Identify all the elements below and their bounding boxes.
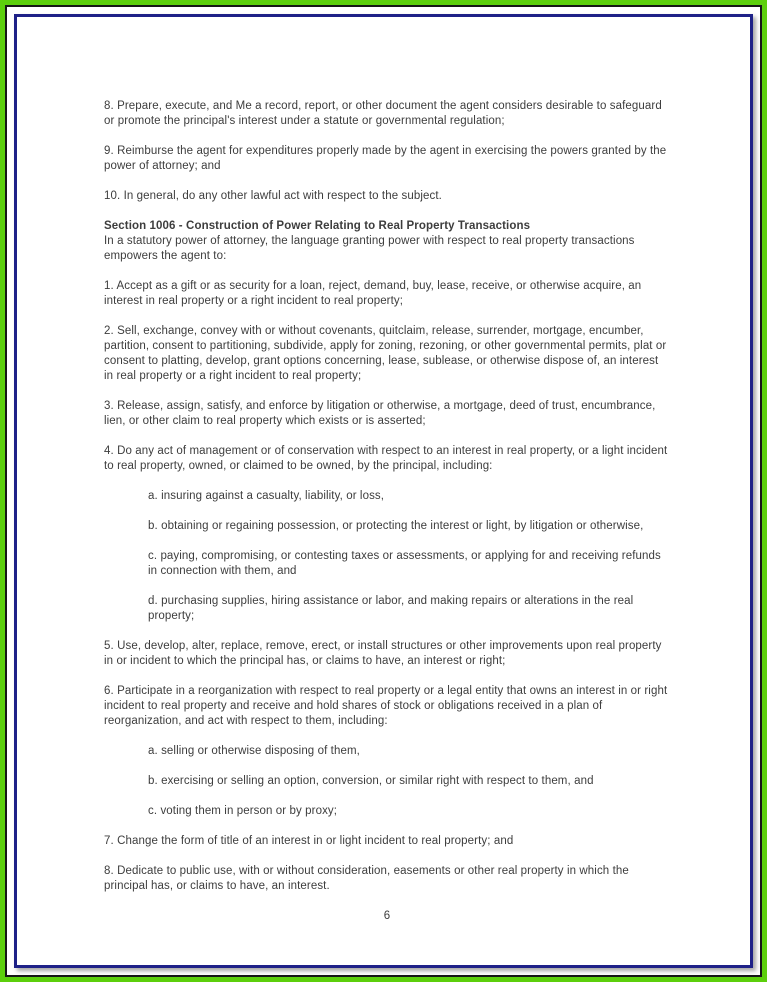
page-number: 6 [383,910,391,922]
body-paragraph: 2. Sell, exchange, convey with or without covenants, quitclaim, release, surrender, mortgage, encumber, partition, consent to partitioning, subdivide, apply for zoning, rezoning, or other governmental permits, plat or consent to platting, develop, grant options concerning, lease, sublease, or otherwise dispose of, an interest in real property or a right incident to real property; [104,325,667,382]
sub-item: c. voting them in person or by proxy; [148,805,338,817]
sub-item: b. obtaining or regaining possession, or protecting the interest or light, by litigation or otherwise, [148,520,644,532]
body-paragraph: 5. Use, develop, alter, replace, remove, erect, or install structures or other improvements upon real property in or incident to which the principal has, or claims to have, an interest or right; [104,640,662,667]
sub-item: d. purchasing supplies, hiring assistance or labor, and making repairs or alterations in the real property; [148,595,634,622]
sub-item: c. paying, compromising, or contesting taxes or assessments, or applying for and receiving refunds in connection with them, and [148,550,661,577]
sub-item: a. insuring against a casualty, liability, or loss, [148,490,385,502]
body-paragraph: In a statutory power of attorney, the language granting power with respect to real property transactions empowers the agent to: [104,235,635,262]
sub-item: b. exercising or selling an option, conversion, or similar right with respect to them, and [148,775,594,787]
section-heading: Section 1006 - Construction of Power Relating to Real Property Transactions [104,220,531,232]
body-paragraph: 8. Dedicate to public use, with or without consideration, easements or other real property in which the principal has, or claims to have, an interest. [104,865,629,892]
body-paragraph: 7. Change the form of title of an interest in or light incident to real property; and [104,835,514,847]
body-paragraph: 4. Do any act of management or of conservation with respect to an interest in real property, or a light incident to real property, owned, or claimed to be owned, by the principal, including: [104,445,668,472]
body-paragraph: 6. Participate in a reorganization with respect to real property or a legal entity that owns an interest in or right incident to real property and receive and hold shares of stock or obligations received in a plan of reorganization, and act with respect to them, including: [104,685,668,727]
body-paragraph: 10. In general, do any other lawful act with respect to the subject. [104,190,442,202]
sub-item: a. selling or otherwise disposing of them, [148,745,360,757]
body-paragraph: 9. Reimburse the agent for expenditures properly made by the agent in exercising the powers granted by the power of attorney; and [104,145,667,172]
body-paragraph: 8. Prepare, execute, and Me a record, report, or other document the agent considers desirable to safeguard or promote the principal's interest under a statute or governmental regulation; [104,100,662,127]
body-paragraph: 3. Release, assign, satisfy, and enforce by litigation or otherwise, a mortgage, deed of trust, encumbrance, lien, or other claim to real property which exists or is asserted; [104,400,656,427]
document-body [104,99,670,939]
body-paragraph: 1. Accept as a gift or as security for a loan, reject, demand, buy, lease, receive, or otherwise acquire, an interest in real property or a right incident to real property; [104,280,642,307]
